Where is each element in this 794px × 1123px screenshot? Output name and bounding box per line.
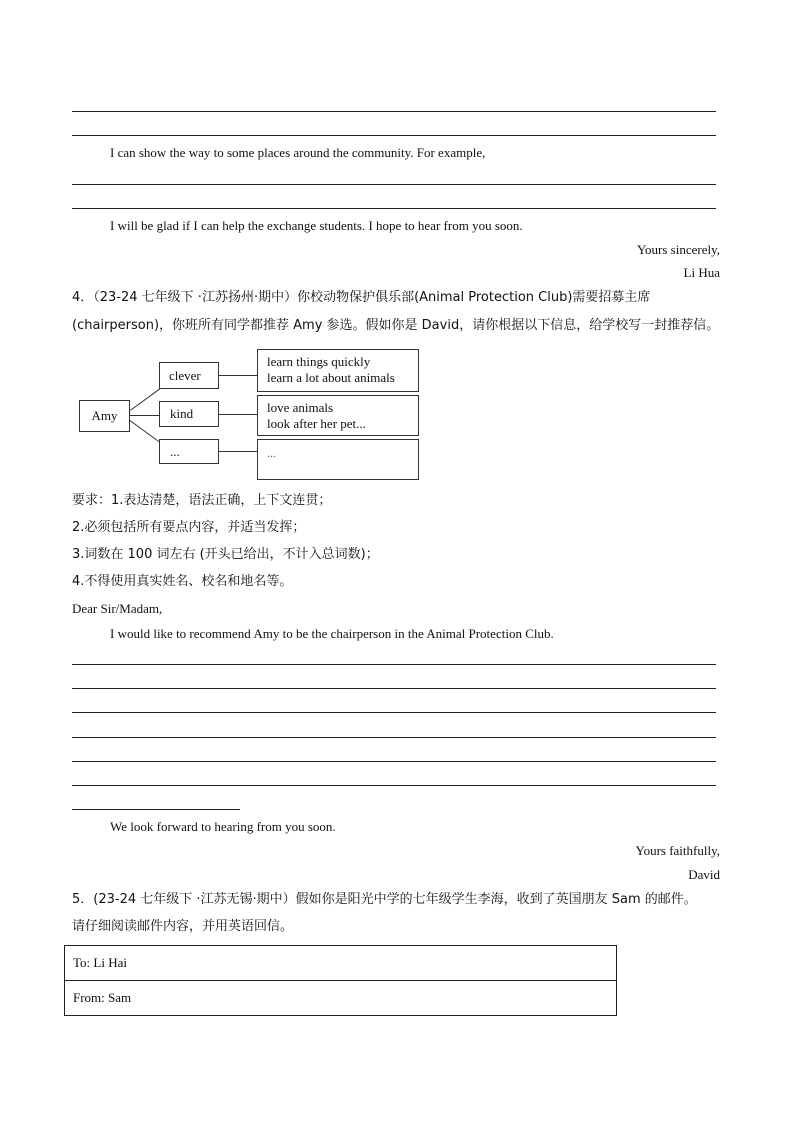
opening-sentence: I would like to recommend Amy to be the chairperson in the Animal Protection Club. (110, 626, 554, 641)
question-5-prompt-cont: 请仔细阅读邮件内容，并用英语回信。 (72, 919, 294, 934)
answer-line (72, 761, 716, 762)
branch-node-clever: clever (159, 362, 219, 389)
answer-line (72, 208, 716, 209)
answer-line (72, 712, 716, 713)
glad-sentence: I will be glad if I can help the exchange students. I hope to hear from you soon. (110, 218, 523, 233)
letter-closing: Yours faithfully, (635, 843, 720, 858)
requirement-3: 3.词数在 100 词左右 (开头已给出，不计入总词数)； (72, 547, 379, 562)
connector-line (129, 420, 160, 443)
letter-signature: David (688, 867, 720, 882)
connector-line (130, 388, 161, 411)
connector-line (219, 414, 257, 415)
example-sentence: I can show the way to some places around the community. For example, (110, 145, 486, 160)
requirement-2: 2.必须包括所有要点内容，并适当发挥； (72, 520, 306, 535)
requirement-1: 要求：1.表达清楚，语法正确，上下文连贯； (72, 493, 332, 508)
answer-line-short (72, 809, 240, 810)
question-4-prompt: 4．（23-24 七年级下 ·江苏扬州·期中）你校动物保护俱乐部(Animal Protection Club)需要招募主席 (72, 290, 651, 305)
answer-line (72, 664, 716, 665)
email-to: To: Li Hai (65, 946, 617, 981)
answer-line (72, 184, 716, 185)
connector-line (219, 375, 257, 376)
email-header-table (64, 945, 617, 1016)
answer-line (72, 135, 716, 136)
requirement-4: 4.不得使用真实姓名、校名和地名等。 (72, 574, 293, 589)
branch-node-kind: kind (159, 401, 219, 427)
letter-signature: Li Hua (683, 265, 720, 280)
question-5-prompt: 5．(23-24 七年级下 ·江苏无锡·期中）假如你是阳光中学的七年级学生李海，收到了英国朋友 Sam 的邮件。 (72, 892, 697, 907)
answer-line (72, 688, 716, 689)
salutation: Dear Sir/Madam, (72, 601, 163, 616)
connector-line (130, 415, 160, 416)
answer-line (72, 785, 716, 786)
email-from: From: Sam (65, 981, 617, 1016)
closing-sentence: We look forward to hearing from you soon. (110, 819, 336, 834)
root-node: Amy (79, 400, 130, 432)
answer-line (72, 737, 716, 738)
connector-line (219, 451, 257, 452)
branch-node-more: ... (159, 439, 219, 464)
detail-box-more: ... (257, 439, 419, 480)
answer-line (72, 111, 716, 112)
detail-box-clever: learn things quickly learn a lot about animals (257, 349, 419, 392)
question-4-prompt-cont: (chairperson)，你班所有同学都推荐 Amy 参选。假如你是 David，请你根据以下信息，给学校写一封推荐信。 (72, 318, 720, 333)
detail-box-kind: love animals look after her pet... (257, 395, 419, 436)
letter-closing: Yours sincerely, (636, 242, 720, 257)
